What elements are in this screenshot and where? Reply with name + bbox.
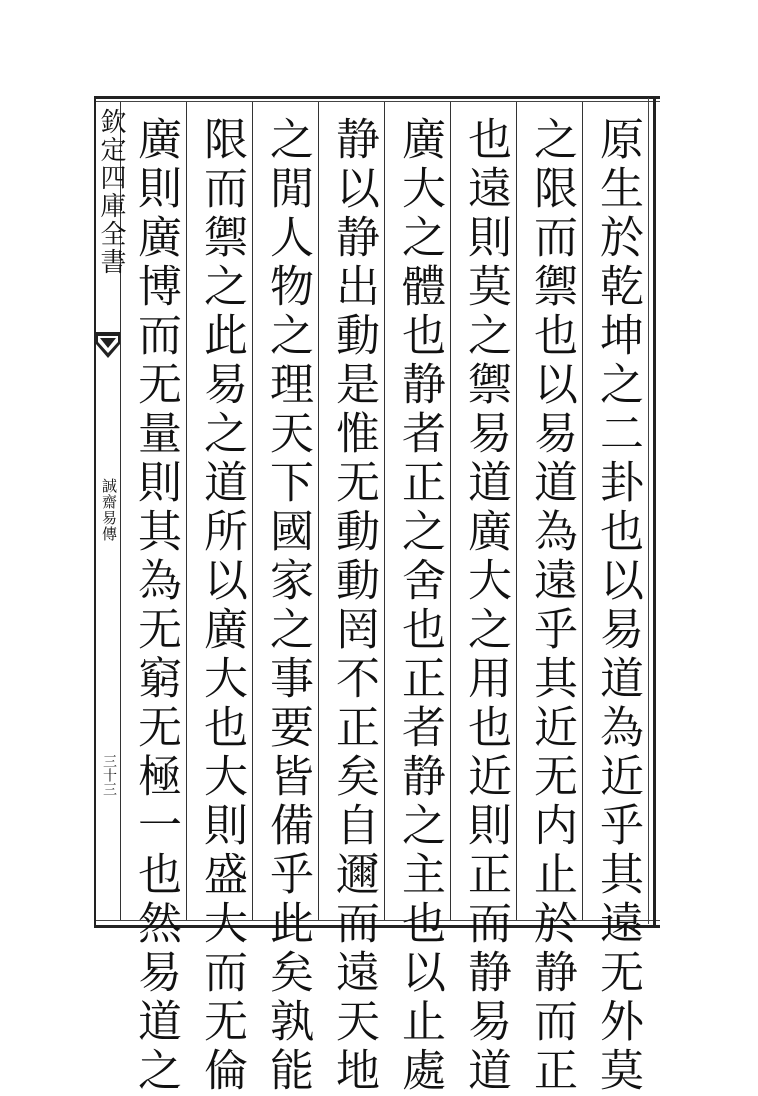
- frame-right-border: [653, 96, 656, 928]
- text-column-7: 限而禦之此易之道所以廣大也大則盛大而无倫: [196, 116, 247, 1096]
- section-title: 誠齋易傳: [100, 478, 118, 542]
- text-column-8: 廣則廣博而无量則其為无窮无極一也然易道之: [130, 116, 181, 1096]
- page-number: 三十三: [101, 754, 117, 796]
- fishtail-ornament-icon: [96, 332, 120, 370]
- text-column-6: 之閒人物之理天下國家之事要皆備乎此矣孰能: [262, 116, 313, 1096]
- book-title: 欽定四庫全書: [96, 108, 126, 276]
- text-column-1: 原生於乾坤之二卦也以易道為近乎其遠无外莫: [592, 116, 643, 1096]
- text-column-3: 也遠則莫之禦易道廣大之用也近則正而静易道: [460, 116, 511, 1096]
- text-column-5: 静以静出動是惟无動動罔不正矣自邇而遠天地: [328, 116, 379, 1096]
- frame-top-inner-border: [94, 101, 660, 102]
- text-column-2: 之限而禦也以易道為遠乎其近无内止於静而正: [526, 116, 577, 1096]
- frame-top-border: [94, 96, 660, 99]
- text-column-4: 廣大之體也静者正之舍也正者静之主也以止處: [394, 116, 445, 1096]
